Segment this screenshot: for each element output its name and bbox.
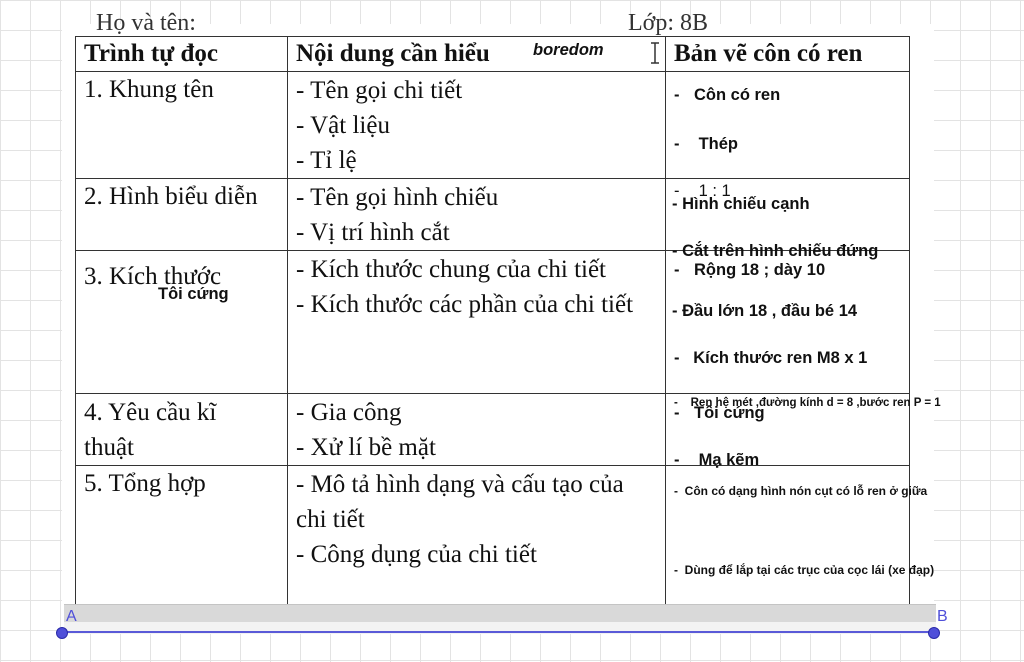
boredom-annotation: boredom [533, 41, 604, 59]
toi-cung-annotation: Tôi cứng [158, 285, 229, 303]
point-b[interactable] [928, 627, 940, 639]
content-cell: - Tên gọi hình chiếu - Vị trí hình cắt [288, 179, 666, 251]
step-cell: 2. Hình biểu diễn [76, 179, 288, 251]
content-cell: - Mô tả hình dạng và cấu tạo của chi tiết - Công dụng của chi tiết [288, 466, 666, 606]
content-cell: - Kích thước chung của chi tiết - Kích thước các phần của chi tiết [288, 251, 666, 394]
content-cell: - Gia công - Xử lí bề mặt [288, 394, 666, 466]
answer-cell [666, 72, 910, 200]
horizontal-scrollbar[interactable] [64, 604, 936, 623]
step-cell: 3. Kích thước [76, 251, 288, 394]
header-cell: Nội dung cần hiểu [288, 37, 666, 72]
table-header-row [76, 37, 910, 72]
answer-cell [666, 179, 910, 260]
answer-cell [666, 394, 910, 469]
answer-cell [666, 466, 935, 606]
answer-line: - Dùng để lắp tại các trục của cọc lái (xe đạp) [674, 563, 935, 577]
table-row [76, 466, 910, 606]
answer-line: - Đầu lớn 18 , đầu bé 14 [672, 302, 858, 320]
table-row [76, 394, 910, 466]
table-row [76, 72, 910, 179]
answer-line: - Kích thước ren M8 x 1 [674, 349, 868, 367]
answer-cell [666, 251, 941, 409]
table-row [76, 179, 910, 251]
answer-line: - Thép [674, 135, 739, 153]
point-a-label: A [66, 608, 77, 625]
answer-line: - 1 : 1 [674, 182, 731, 200]
answer-line: - Hình chiếu cạnh [672, 195, 810, 213]
step-cell: 1. Khung tên [76, 72, 288, 179]
document-sheet [62, 10, 941, 604]
header-cell: Trình tự đọc [76, 37, 288, 72]
header-name-cut: Họ và tên: [96, 10, 196, 36]
step-cell: 5. Tổng hợp [76, 466, 288, 606]
answer-line: - Rộng 18 ; dày 10 [674, 261, 826, 279]
reading-table [75, 36, 941, 606]
answer-line: - Tôi cứng [674, 404, 765, 422]
answer-line: - Côn có ren [674, 86, 781, 104]
answer-line: - Côn có dạng hình nón cụt có lỗ ren ở giữa [674, 484, 928, 498]
segment-ab[interactable] [61, 631, 934, 633]
step-cell: 4. Yêu cầu kĩ thuật [76, 394, 288, 466]
answer-line: - Cắt trên hình chiếu đứng [672, 242, 879, 260]
answer-line: - Ren hệ mét ,đường kính d = 8 ,bước ren P = 1 [674, 397, 941, 409]
text-cursor-icon [650, 42, 660, 64]
point-b-label: B [937, 608, 948, 625]
point-a[interactable] [56, 627, 68, 639]
table-row [76, 251, 910, 394]
header-cell: Bản vẽ côn có ren [666, 37, 910, 72]
header-class-cut: Lớp: 8B [628, 10, 709, 36]
content-cell: - Tên gọi chi tiết - Vật liệu - Tỉ lệ [288, 72, 666, 179]
answer-line: - Mạ kẽm [674, 451, 760, 469]
